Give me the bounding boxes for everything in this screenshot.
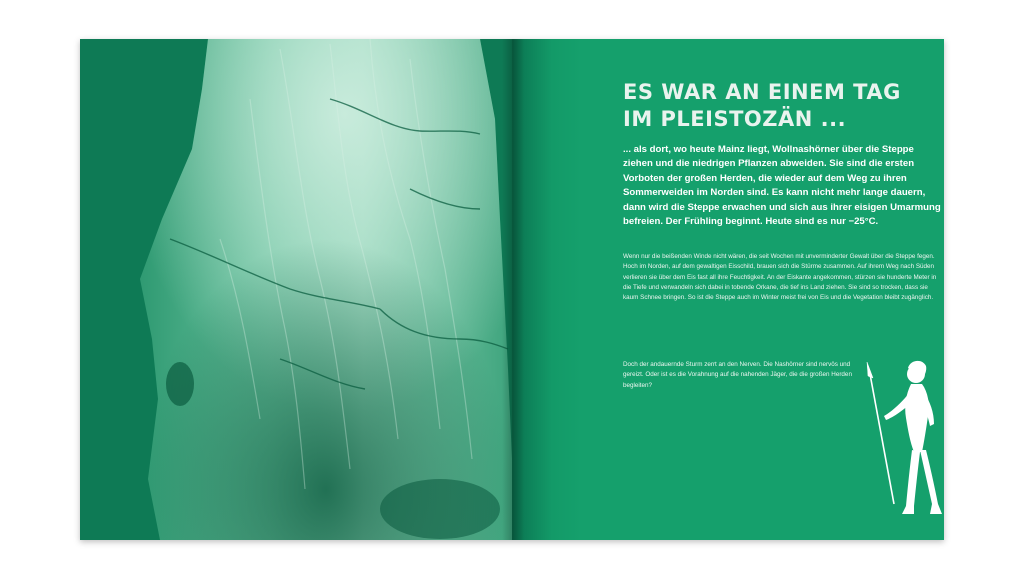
lead-paragraph: ... als dort, wo heute Mainz liegt, Wollnashörner über die Steppe ziehen und die niedrigen Pflanzen abweiden. Sie sind die ersten Vorboten der großen Herden, die wieder auf dem Weg zu ihren Sommerweiden im Norden sind. Es kann nicht mehr lange dauern, dann wird die Steppe erwachen und sich aus ihrer eisigen Umarmung befreien. Der Frühling beginnt. Heute sind es nur −25°C.	[623, 144, 941, 228]
book-spread	[80, 39, 944, 540]
right-page	[512, 39, 944, 540]
left-page-photo	[80, 39, 512, 540]
headline-line-1: ES WAR AN EINEM TAG	[623, 80, 901, 104]
body-paragraph-1: Wenn nur die beißenden Winde nicht wären, die seit Wochen mit unverminderter Gewalt über die Steppe fegen. Hoch im Norden, auf dem gewaltigen Eisschild, brauen sich die Stürme zusammen. Auf ihrem Weg nach Süden verlieren sie über dem Eis fast all ihre Feuchtigkeit. An der Eiskante angekommen, stürzen sie hunderte Meter in die Tiefe und verwandeln sich dabei in tobende Orkane, die tief ins Land ziehen. Sie sind so trocken, dass sie kaum Schnee bringen. So ist die Steppe auch im Winter meist frei von Eis und die Vegetation bleibt zugänglich.	[623, 253, 937, 302]
book-gutter	[502, 39, 524, 540]
spear-hunter-icon	[864, 354, 944, 524]
page-title	[623, 79, 923, 133]
body-paragraph-2: Doch der andauernde Sturm zerrt an den Nerven. Die Nashörner sind nervös und gereizt. Oder ist es die Vorahnung auf die nahenden Jäger, die die großen Herden begleiten?	[623, 361, 852, 389]
headline-line-2: IM PLEISTOZÄN ...	[623, 107, 847, 131]
fossil-bone-photo	[80, 39, 512, 540]
